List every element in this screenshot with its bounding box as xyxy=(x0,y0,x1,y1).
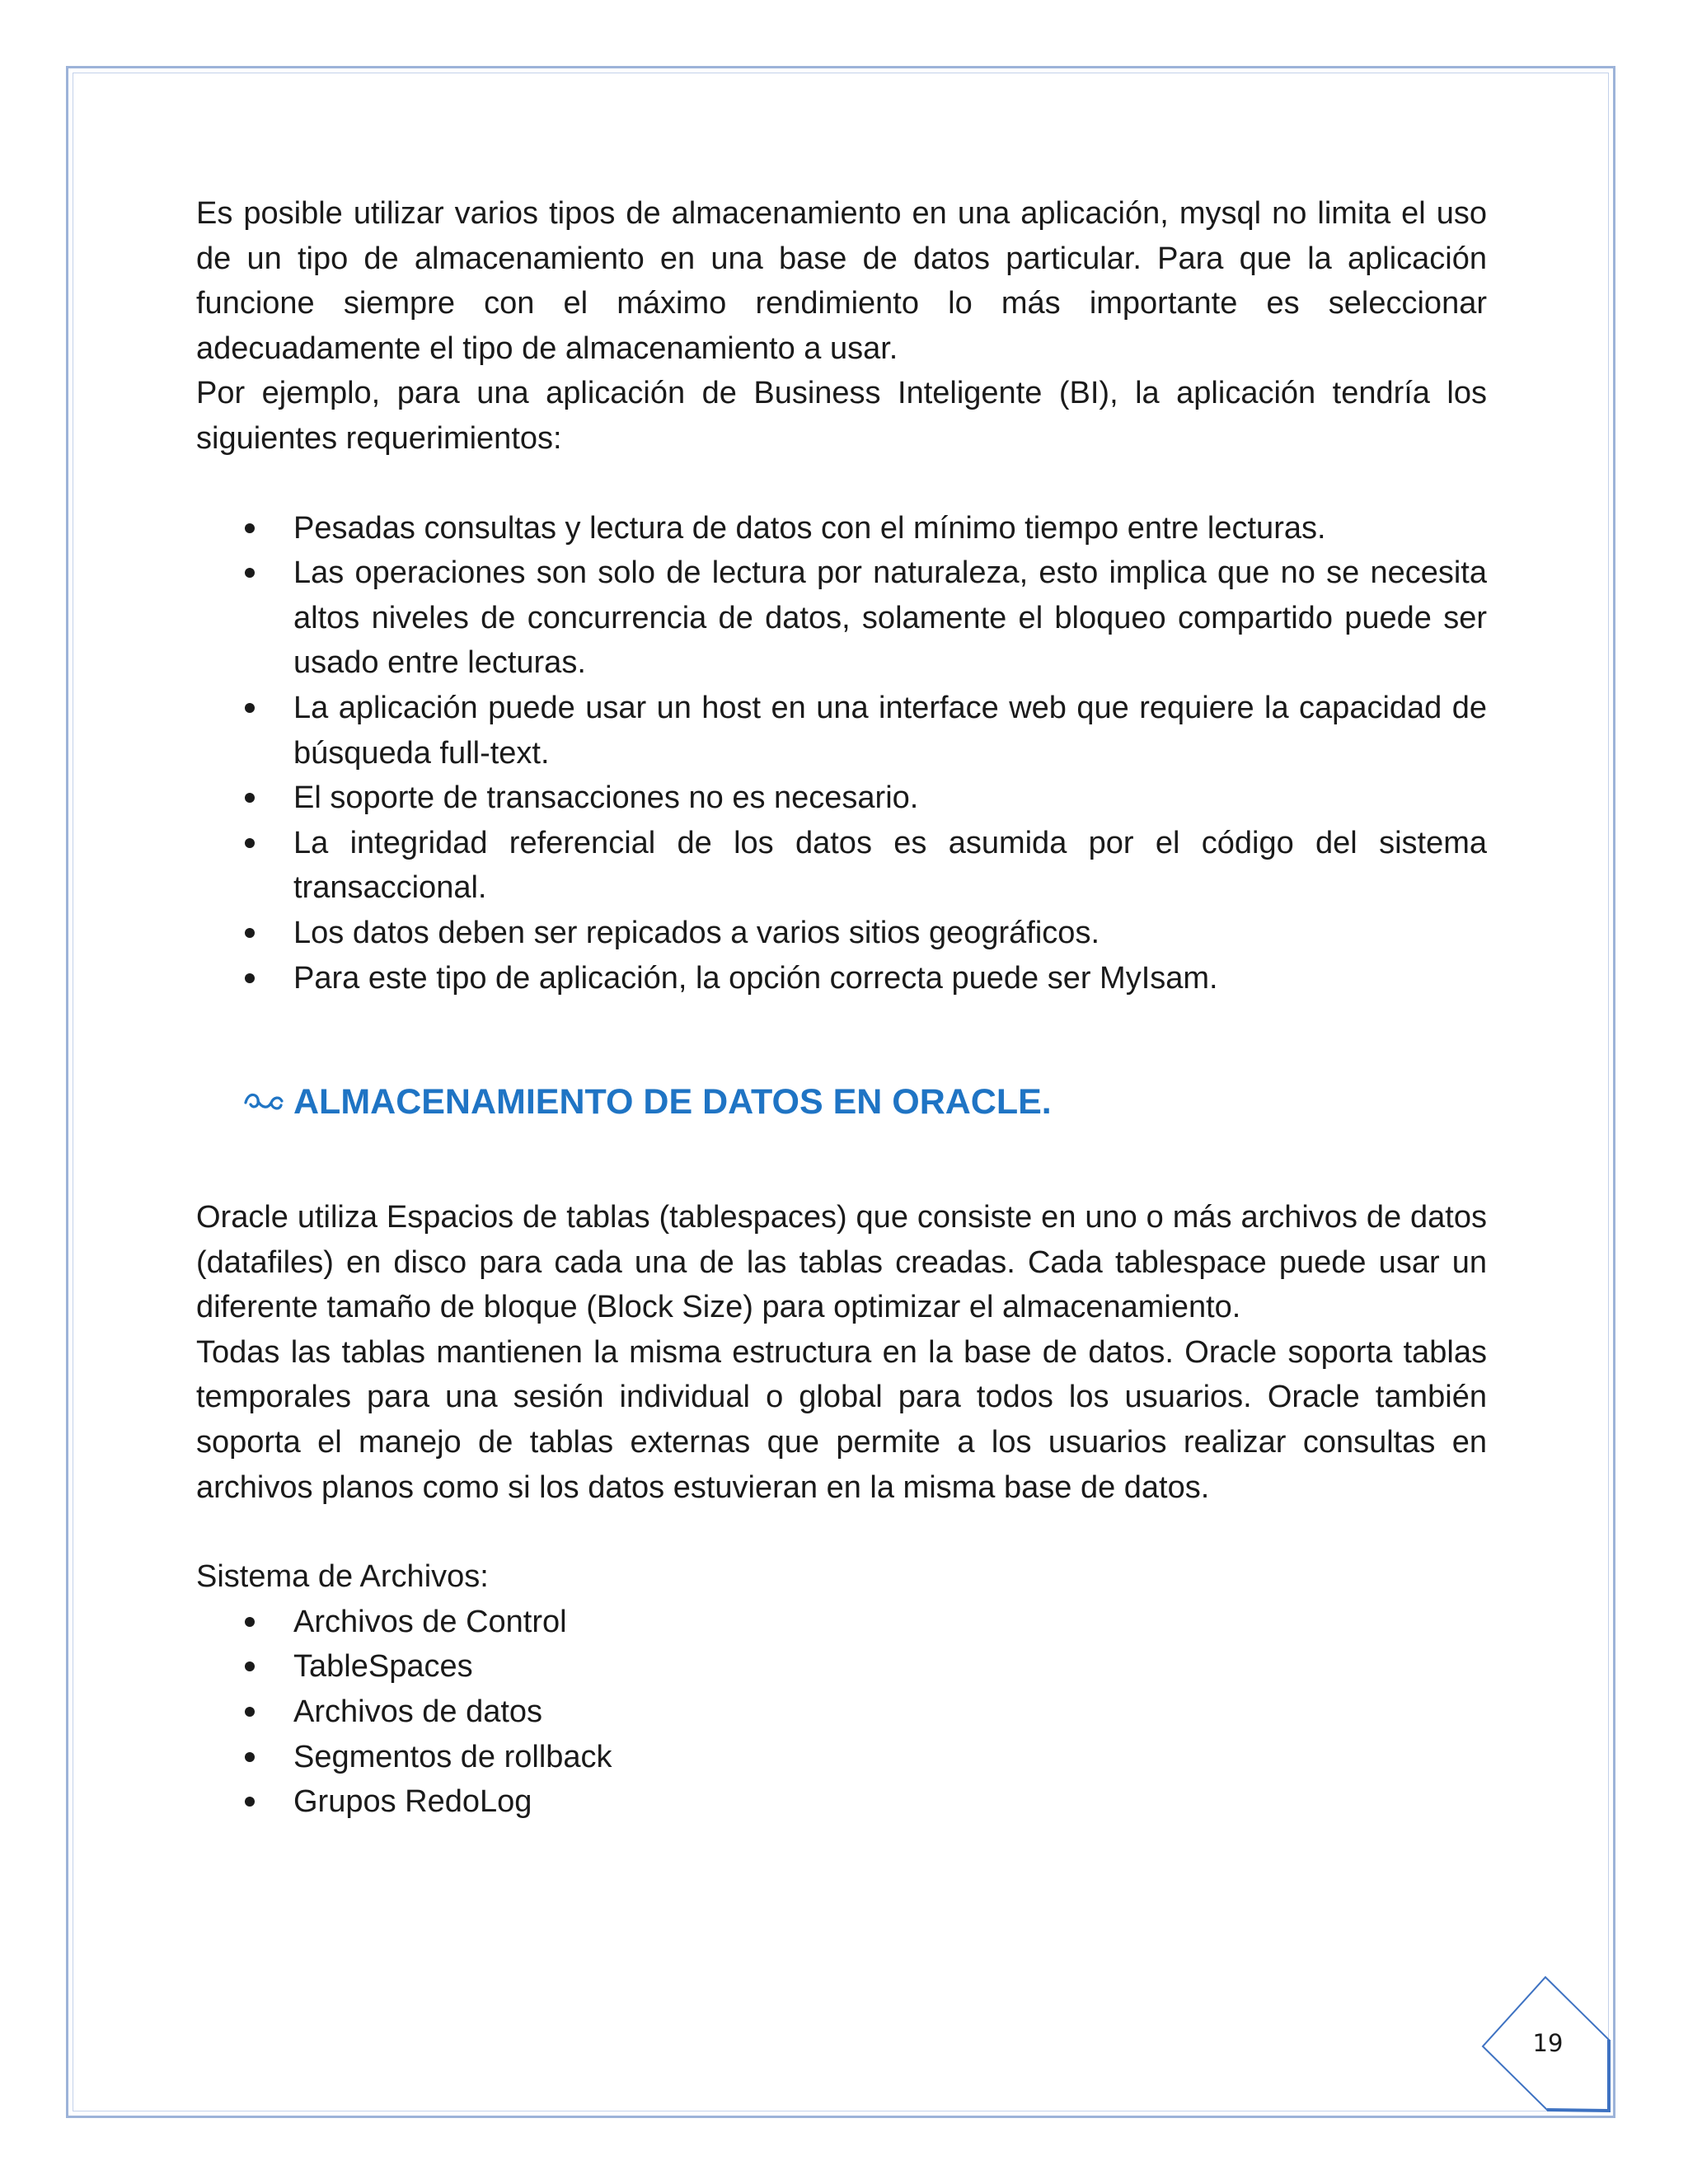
spacer xyxy=(196,1510,1487,1554)
list-item-text: Archivos de datos xyxy=(293,1694,543,1730)
page-number: 19 xyxy=(1532,2029,1564,2057)
bullet-icon xyxy=(245,928,255,938)
bullet-icon xyxy=(245,1707,255,1717)
list-item xyxy=(293,956,1487,1001)
oracle-paragraph-1: Oracle utiliza Espacios de tablas (tablespaces) que consiste en uno o más archivos de datos (datafiles) en disco para cada una de las tablas creadas. Cada tablespace puede usar un diferente tamaño de bloque (Block Size) para optimizar el almacenamiento. xyxy=(196,1200,1487,1325)
list-item-text: Grupos RedoLog xyxy=(293,1784,532,1820)
list-item-text: TableSpaces xyxy=(293,1649,473,1685)
page-content xyxy=(196,191,1487,1825)
list-item-text: La aplicación puede usar un host en una interface web que requiere la capacidad de búsqueda full-text. xyxy=(293,690,1487,771)
list-item-text: Pesadas consultas y lectura de datos con el mínimo tiempo entre lecturas. xyxy=(293,510,1326,546)
list-item xyxy=(293,1779,1487,1825)
list-item xyxy=(293,1735,1487,1780)
bullet-icon xyxy=(245,703,255,713)
bullet-icon xyxy=(245,838,255,848)
list-item xyxy=(293,686,1487,776)
bullet-icon xyxy=(245,793,255,803)
file-system-label: Sistema de Archivos: xyxy=(196,1559,489,1595)
section-heading: ALMACENAMIENTO DE DATOS EN ORACLE. xyxy=(293,1082,1052,1122)
bullet-icon xyxy=(245,973,255,983)
section-heading-row xyxy=(196,1080,1487,1124)
list-item-text: Las operaciones son solo de lectura por naturaleza, esto implica que no se necesita altos niveles de concurrencia de datos, solamente el bloqueo compartido puede ser usado entre lecturas. xyxy=(293,555,1487,681)
list-item xyxy=(293,911,1487,956)
list-item xyxy=(293,1600,1487,1645)
file-system-list xyxy=(196,1600,1487,1825)
bullet-icon xyxy=(245,1797,255,1807)
bi-requirements-list xyxy=(196,506,1487,1001)
swirl-ornament-icon xyxy=(243,1090,284,1114)
list-item xyxy=(293,821,1487,911)
spacer xyxy=(196,462,1487,506)
bullet-icon xyxy=(245,568,255,578)
list-item-text: Para este tipo de aplicación, la opción correcta puede ser MyIsam. xyxy=(293,960,1218,996)
list-item xyxy=(293,551,1487,686)
list-item-text: Segmentos de rollback xyxy=(293,1739,612,1774)
bullet-icon xyxy=(245,1617,255,1627)
list-item xyxy=(293,776,1487,821)
list-item-text: Los datos deben ser repicados a varios sitios geográficos. xyxy=(293,915,1100,950)
list-item xyxy=(293,506,1487,551)
intro-paragraph-2: Por ejemplo, para una aplicación de Business Inteligente (BI), la aplicación tendría los siguientes requerimientos: xyxy=(196,376,1487,456)
list-item-text: El soporte de transacciones no es necesario. xyxy=(293,780,919,816)
bullet-icon xyxy=(245,523,255,533)
bullet-icon xyxy=(245,1752,255,1762)
list-item-text: La integridad referencial de los datos es asumida por el código del sistema transaccional. xyxy=(293,825,1487,906)
list-item xyxy=(293,1644,1487,1690)
intro-paragraph-1: Es posible utilizar varios tipos de almacenamiento en una aplicación, mysql no limita el uso de un tipo de almacenamiento en una base de datos particular. Para que la aplicación funcione siempre con el máximo rendimiento lo más importante es seleccionar adecuadamente el tipo de almacenamiento a usar. xyxy=(196,196,1487,366)
list-item-text: Archivos de Control xyxy=(293,1604,567,1639)
list-item xyxy=(293,1690,1487,1735)
bullet-icon xyxy=(245,1661,255,1671)
oracle-paragraph-2: Todas las tablas mantienen la misma estructura en la base de datos. Oracle soporta tablas temporales para una sesión individual o global para todos los usuarios. Oracle también soporta el manejo de tablas externas que permite a los usuarios realizar consultas en archivos planos como si los datos estuvieran en la misma base de datos. xyxy=(196,1334,1487,1505)
